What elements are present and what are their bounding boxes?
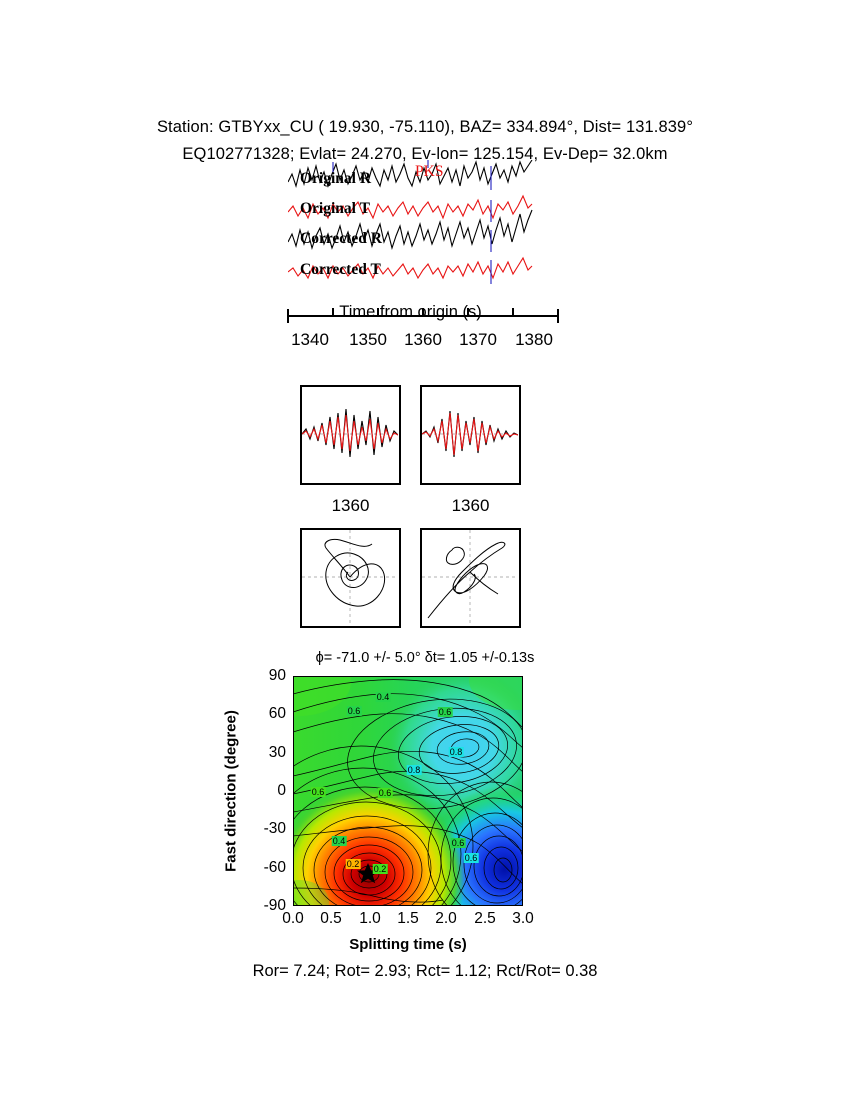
x-tick-2: 1.0 — [359, 910, 381, 927]
station-info-line: Station: GTBYxx_CU ( 19.930, -75.110), BAZ= 334.894°, Dist= 131.839° — [156, 118, 694, 136]
contour-label-8: 0.6 — [451, 838, 465, 848]
zoom-right-tick-label: 1360 — [451, 496, 490, 515]
y-axis-ticks — [240, 667, 286, 914]
y-tick-1: 60 — [268, 705, 286, 722]
quality-metrics-line: Ror= 7.24; Rot= 2.93; Rct= 1.12; Rct/Rot= 0.38 — [252, 962, 598, 980]
contour-label-7: 0.4 — [332, 836, 346, 846]
time-tick-4: 1380 — [515, 330, 553, 349]
y-tick-6: -90 — [263, 897, 286, 914]
splitting-result-label: ϕ= -71.0 +/- 5.0° δt= 1.05 +/-0.13s — [315, 650, 535, 666]
x-tick-4: 2.0 — [435, 910, 457, 927]
y-tick-2: 30 — [268, 744, 286, 761]
time-tick-0: 1340 — [291, 330, 329, 349]
x-tick-3: 1.5 — [397, 910, 419, 927]
contour-label-6: 0.6 — [378, 788, 392, 798]
contour-label-2: 0.6 — [438, 707, 452, 717]
contour-label-4: 0.8 — [407, 765, 421, 775]
time-tick-3: 1370 — [459, 330, 497, 349]
y-tick-4: -30 — [263, 820, 286, 837]
phase-marker-label: PKS — [415, 163, 444, 180]
contour-label-10: 0.6 — [464, 853, 478, 863]
time-axis — [278, 305, 568, 327]
zoom-waveform-right — [422, 387, 518, 482]
trace-label-corrected-t: Corrected T — [300, 261, 381, 278]
zoom-waveform-left — [302, 387, 398, 482]
time-tick-2: 1360 — [404, 330, 442, 349]
zoom-panel-corrected-waveforms — [420, 385, 521, 485]
contour-label-5: 0.6 — [311, 787, 325, 797]
contour-label-0: 0.4 — [376, 692, 390, 702]
time-tick-1: 1350 — [349, 330, 387, 349]
particle-motion-corrected — [420, 528, 521, 628]
x-tick-6: 3.0 — [512, 910, 534, 927]
particle-motion-plot-right — [422, 530, 518, 625]
x-axis-ticks — [282, 910, 534, 934]
zoom-panel-uncorrected-waveforms — [300, 385, 401, 485]
y-tick-5: -60 — [263, 859, 286, 876]
contour-label-3: 0.8 — [449, 747, 463, 757]
contour-label-11: 0.2 — [373, 864, 387, 874]
zoom-left-tick-label: 1360 — [331, 496, 370, 515]
contour-label-1: 0.6 — [347, 706, 361, 716]
particle-motion-plot-left — [302, 530, 398, 625]
x-tick-1: 0.5 — [320, 910, 342, 927]
trace-label-original-t: Original T — [300, 200, 370, 217]
event-info-line: EQ102771328; Evlat= 24.270, Ev-lon= 125.154, Ev-Dep= 32.0km — [182, 145, 668, 163]
trace-label-original-r: Original R — [300, 170, 372, 187]
x-axis-title: Splitting time (s) — [349, 936, 467, 953]
contour-label-9: 0.2 — [346, 859, 360, 869]
y-axis-title: Fast direction (degree) — [222, 710, 240, 872]
particle-motion-uncorrected — [300, 528, 401, 628]
plot-frame — [293, 676, 523, 906]
y-tick-3: 0 — [277, 782, 286, 799]
x-tick-0: 0.0 — [282, 910, 304, 927]
time-axis-title: Time from origin (s) — [339, 303, 482, 321]
x-tick-5: 2.5 — [474, 910, 496, 927]
trace-label-corrected-r: Corrected R — [300, 230, 382, 247]
error-surface-contour-plot — [293, 676, 523, 906]
y-tick-0: 90 — [268, 667, 286, 684]
